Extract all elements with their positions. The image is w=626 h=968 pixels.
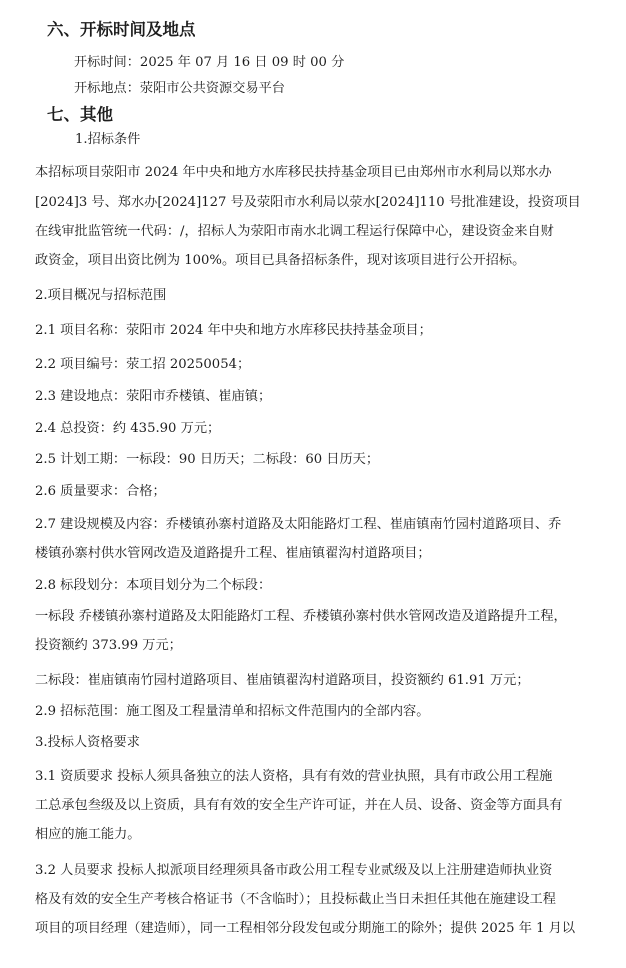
tender-condition-line: [2024]3 号、郑水办[2024]127 号及荥阳市水利局以荥水[2024]110 号批准建设，投资项目 [35, 195, 581, 210]
bid-opening-time: 开标时间：2025 年 07 月 16 日 09 时 00 分 [74, 55, 345, 70]
tender-condition-line: 本招标项目荥阳市 2024 年中央和地方水库移民扶持基金项目已由郑州市水利局以郑水办 [35, 165, 552, 180]
tender-condition-line: 在线审批监管统一代码：/，招标人为荥阳市南水北调工程运行保障中心，建设资金来自财 [35, 224, 554, 239]
section-6-heading: 六、开标时间及地点 [47, 20, 196, 39]
tender-condition-line: 政资金，项目出资比例为 100%。项目已具备招标条件，现对该项目进行公开招标。 [35, 253, 526, 268]
item-2-4: 2.4 总投资：约 435.90 万元； [35, 421, 221, 436]
item-2-2: 2.2 项目编号：荥工招 20250054； [35, 357, 251, 372]
subsection-1-title: 1.招标条件 [75, 132, 141, 147]
subsection-2-title: 2.项目概况与招标范围 [35, 288, 167, 303]
item-3-2-line: 项目的项目经理（建造师），同一工程相邻分段发包或分期施工的除外；提供 2025 年 1 月以 [35, 921, 576, 936]
item-2-6: 2.6 质量要求：合格； [35, 484, 166, 499]
item-3-1-line: 工总承包叁级及以上资质，具有有效的安全生产许可证，并在人员、设备、资金等方面具有 [35, 798, 563, 813]
lot-1-line: 投资额约 373.99 万元； [35, 638, 182, 653]
item-2-7-line: 2.7 建设规模及内容：乔楼镇孙寨村道路及太阳能路灯工程、崔庙镇南竹园村道路项目、乔 [35, 517, 562, 532]
lot-1-line: 一标段 乔楼镇孙寨村道路及太阳能路灯工程、乔楼镇孙寨村供水管网改造及道路提升工程， [35, 609, 567, 624]
item-2-7-line: 楼镇孙寨村供水管网改造及道路提升工程、崔庙镇翟沟村道路项目； [35, 546, 431, 561]
bid-opening-place: 开标地点：荥阳市公共资源交易平台 [74, 81, 285, 96]
item-3-1-line: 相应的施工能力。 [35, 827, 141, 842]
item-2-8: 2.8 标段划分：本项目划分为二个标段： [35, 578, 272, 593]
item-3-1-line: 3.1 资质要求 投标人须具备独立的法人资格，具有有效的营业执照，具有市政公用工程施 [35, 769, 553, 784]
section-7-heading: 七、其他 [47, 105, 113, 124]
item-3-2-line: 3.2 人员要求 投标人拟派项目经理须具备市政公用工程专业贰级及以上注册建造师执业资 [35, 863, 553, 878]
item-3-2-line: 格及有效的安全生产考核合格证书（不含临时）；且投标截止当日未担任其他在施建设工程 [35, 892, 556, 907]
lot-2: 二标段：崔庙镇南竹园村道路项目、崔庙镇翟沟村道路项目，投资额约 61.91 万元； [35, 673, 530, 688]
item-2-1: 2.1 项目名称：荥阳市 2024 年中央和地方水库移民扶持基金项目； [35, 323, 432, 338]
item-2-5: 2.5 计划工期：一标段：90 日历天；二标段：60 日历天； [35, 452, 380, 467]
item-2-9: 2.9 招标范围：施工图及工程量清单和招标文件范围内的全部内容。 [35, 704, 430, 719]
item-2-3: 2.3 建设地点：荥阳市乔楼镇、崔庙镇； [35, 389, 272, 404]
subsection-3-title: 3.投标人资格要求 [35, 735, 140, 750]
